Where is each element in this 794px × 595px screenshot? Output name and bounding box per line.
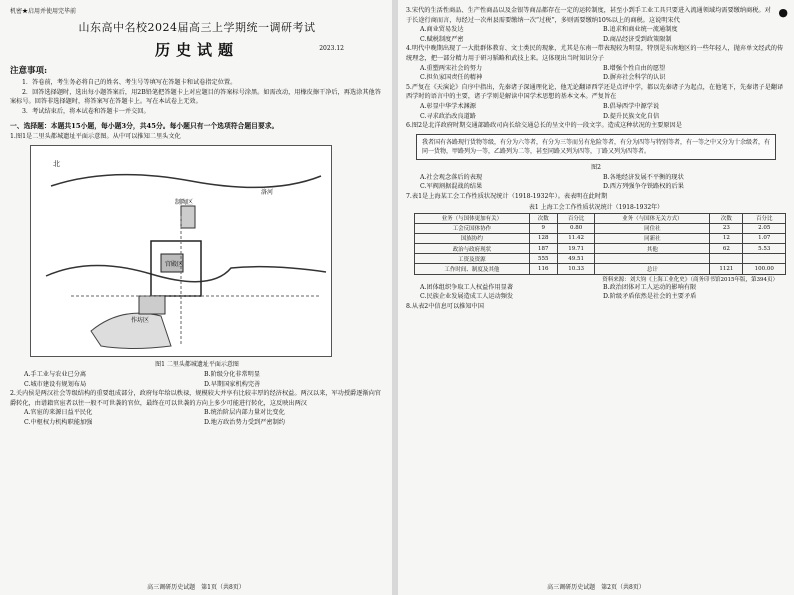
table-cell: 12 [710, 233, 743, 243]
question-4: 4.明代中晚期出现了一大批群体教育、文士类民的现象，尤其是东南一带表现较为明显，特别是东南地区的一些年轻人，抛弃单文经武的传统理念，把一部分精力用于研习韬略和武技上来。这体现出当时知识分子 [406, 45, 784, 62]
notice-3: 3．考试结束后，将本试卷和答题卡一并交回。 [22, 107, 150, 115]
table-header: 业务（与国体更加有关） [415, 213, 530, 223]
table-row [415, 244, 786, 254]
table-cell: 62 [710, 244, 743, 254]
left-page [0, 0, 392, 595]
exam-title: 山东高中名校2024届高三上学期统一调研考试 [78, 21, 316, 34]
table-row [415, 254, 786, 264]
q3-option-c: C.赋税制度严密 [420, 35, 464, 43]
table-cell [710, 254, 743, 264]
table-row [415, 264, 786, 274]
notice-1: 1．答卷前，考生务必将自己的姓名、考生号等填写在答题卡和试卷指定位置。 [22, 79, 237, 86]
question-4-options [406, 64, 786, 83]
q6-option-d: D.西方列强争夺铁路权的后果 [603, 183, 684, 191]
q2-option-a: A.官宦的来源日益平民化 [24, 409, 93, 417]
site-map [31, 146, 331, 356]
table-cell: 128 [529, 233, 557, 243]
table-cell: 187 [529, 244, 557, 254]
figure-1-caption: 图1 二里头都城遗址平面示意图 [155, 360, 239, 368]
right-page [398, 0, 794, 595]
notice-heading: 注意事项: [10, 66, 48, 76]
q4-option-c: C.担负家国责任的精神 [420, 74, 483, 82]
q6-option-c: C.军阀割据混战的结果 [420, 183, 483, 191]
page-footer-right: 高三调研历史试题 第2页（共8页） [547, 584, 645, 591]
map-figure [30, 145, 332, 357]
table-cell: 555 [529, 254, 557, 264]
table-cell [743, 254, 786, 264]
exam-date: 2023.12 [319, 45, 344, 52]
secret-mark: 机密★启用并使用完毕前 [10, 8, 77, 15]
table-cell: 1.07 [743, 233, 786, 243]
question-7: 7.表1是上海某工会工作性质状况统计（1918-1932年）。表表明在此时期 [406, 192, 608, 200]
table-header-row [415, 213, 786, 223]
q2-option-d: D.地方政治势力受到严密制约 [204, 418, 285, 426]
table-cell: 其他 [595, 244, 710, 254]
question-8: 8.从表2中信息可以推知中国 [406, 302, 484, 310]
table-cell: 同新社 [595, 233, 710, 243]
question-3-options [406, 25, 786, 44]
q5-option-c: C.寻求政治改良道路 [420, 112, 476, 120]
question-1: 1.图1是二里头都城遗址平面示意图。从中可以推知二里头文化 [10, 133, 181, 141]
q3-option-d: D.商品经济受到政策限制 [603, 35, 672, 43]
table-cell: 国族协约 [415, 233, 530, 243]
table-cell: 同住社 [595, 223, 710, 233]
compass-label: 北 [53, 159, 60, 168]
subject-title: 历史试题 2023.12 [154, 41, 344, 59]
q6-option-a: A.社会观念落后的表现 [420, 173, 483, 181]
document-excerpt: 我者国有各路现行货物等级，有分为六等者，有分为三等而另有危险等者，有分为四等与特别等者，有一等之中又分为十余级者，有同一货物，甲路列为一等，乙路列为二等，甚至同路又列为四等，丁路又列为四等者。 [416, 134, 776, 160]
question-1-options [10, 370, 384, 389]
table-cell: 5.53 [743, 244, 786, 254]
q6-option-b: B.各地经济发展不平衡的现状 [603, 173, 684, 181]
question-2: 2.关内侯是两汉社会等级结构的重要组成部分，政府每年给以秩禄，规模较大并享有比较丰厚的经济权益。两汉以来，军功授爵逐渐向官爵转化，由谱籍官宦者以往一般不可世袭的官位，最终在可以世袭的方向上多少可能进行转化，这反映出两汉 [10, 390, 381, 407]
figure-2-caption: 图2 [591, 163, 601, 171]
q4-option-b: B.增强个性自由的愿望 [603, 64, 666, 72]
table-header: 百分比 [743, 213, 786, 223]
workshop-label: 作坊区 [131, 316, 150, 324]
table-header: 百分比 [557, 213, 595, 223]
q2-option-b: B.统治阶层内部力量对比变化 [204, 409, 285, 417]
q7-option-d: D.阶级矛盾依然是社会的主要矛盾 [603, 293, 697, 301]
q2-option-c: C.中枢权力机构职能加强 [24, 418, 93, 426]
table-cell: 23 [710, 223, 743, 233]
table-cell: 10.33 [557, 264, 595, 274]
q4-option-a: A.重塑两宋社会的努力 [420, 64, 483, 72]
table-cell: 9 [529, 223, 557, 233]
table-cell: 0.80 [557, 223, 595, 233]
q1-option-c: C.城市建设有规划布局 [24, 380, 87, 388]
q1-option-a: A.手工业与农业已分离 [24, 370, 87, 378]
table-cell [595, 254, 710, 264]
table-cell: 19.71 [557, 244, 595, 254]
table-cell: 2.05 [743, 223, 786, 233]
table-cell: 总计 [595, 264, 710, 274]
table-cell: 49.51 [557, 254, 595, 264]
table-cell: 工资及资源 [415, 254, 530, 264]
question-6: 6.图2是北洋政府时期交通部路政司向长给交通总长的呈文中的一段文字。造成这种状况的主要原因是 [406, 122, 682, 130]
pottery-label: 制陶区 [175, 198, 194, 206]
table-cell: 11.42 [557, 233, 595, 243]
q7-option-b: B.政治团体对工人运动的影响有限 [603, 283, 697, 291]
question-3: 3.宋代的生活性商品、生产性商品以及金银等商品都存在一定的运转制度，甚至小到手工业工具只要进入流通领域均需要缴纳商税。对于长途行商而言，每经过一次州县需要缴纳一次“过税”，多则需要缴纳10%以上的商税。这说明宋代 [406, 7, 771, 24]
q1-option-b: B.阶级分化非常明显 [204, 370, 261, 378]
q7-option-a: A.团体组织争取工人权益作用显著 [420, 283, 514, 291]
q3-option-a: A.商业贸易发达 [420, 26, 464, 34]
palace-label: 宫殿区 [165, 260, 184, 268]
section-heading: 一、选择题：本题共15小题，每小题3分，共45分。每小题只有一个选项符合题目要求。 [10, 122, 279, 131]
q5-option-b: B.倡导西学中源学说 [603, 102, 660, 110]
question-6-options [406, 173, 786, 192]
table-1-title: 表1 上海工会工作性质状况统计（1918-1932年） [528, 203, 664, 211]
table-cell: 1121 [710, 264, 743, 274]
river-label: 洛河 [261, 188, 274, 196]
table-header: 次数 [710, 213, 743, 223]
q1-option-d: D.早期国家机构完善 [204, 380, 261, 388]
question-5: 5.严复在《天演论》自序中指出，先秦诸子深通理化论，他无论翻译西学还是点评中学，都以先秦诸子为起点，在他笔下，先秦诸子是翻译西学时的语言中的主要，诸子学则是解读中国学术思想的基本文本。严复旨在 [406, 83, 784, 101]
question-7-options [406, 283, 786, 302]
notice-2: 2．回答选择题时，选出每小题答案后，用2B铅笔把答题卡上对应题目的答案标号涂黑。如需改动，用橡皮擦干净后，再选涂其他答案标号。回答非选择题时，将答案写在答题卡上。写在本试卷上无效。 [10, 88, 381, 106]
union-stats-table [414, 213, 786, 275]
table-row [415, 233, 786, 243]
table-cell: 100.00 [743, 264, 786, 274]
table-source: 资料来源：刘大钧《上海工业化史》（商务印书馆2015年版，第394页） [602, 276, 778, 283]
q5-option-d: D.提升民族文化自信 [603, 112, 660, 120]
question-5-options [406, 102, 786, 121]
table-cell: 工作时间、制度及其他 [415, 264, 530, 274]
table-cell: 116 [529, 264, 557, 274]
table-cell: 政治与政府现状 [415, 244, 530, 254]
q4-option-d: D.摒弃社会科学的认识 [603, 74, 666, 82]
q5-option-a: A.彰显中华学术渊源 [420, 102, 476, 110]
table-header: 次数 [529, 213, 557, 223]
table-header: 业务（与国体无关方式） [595, 213, 710, 223]
logo-icon: ● [778, 6, 788, 19]
q3-option-b: B.追求和商业统一流通制度 [603, 26, 678, 34]
page-footer-left: 高三调研历史试题 第1页（共8页） [147, 584, 245, 591]
table-row [415, 223, 786, 233]
q7-option-c: C.民族企业发展造成工人运动频发 [420, 293, 514, 301]
question-2-options [10, 408, 384, 427]
table-cell: 工会反国体协作 [415, 223, 530, 233]
